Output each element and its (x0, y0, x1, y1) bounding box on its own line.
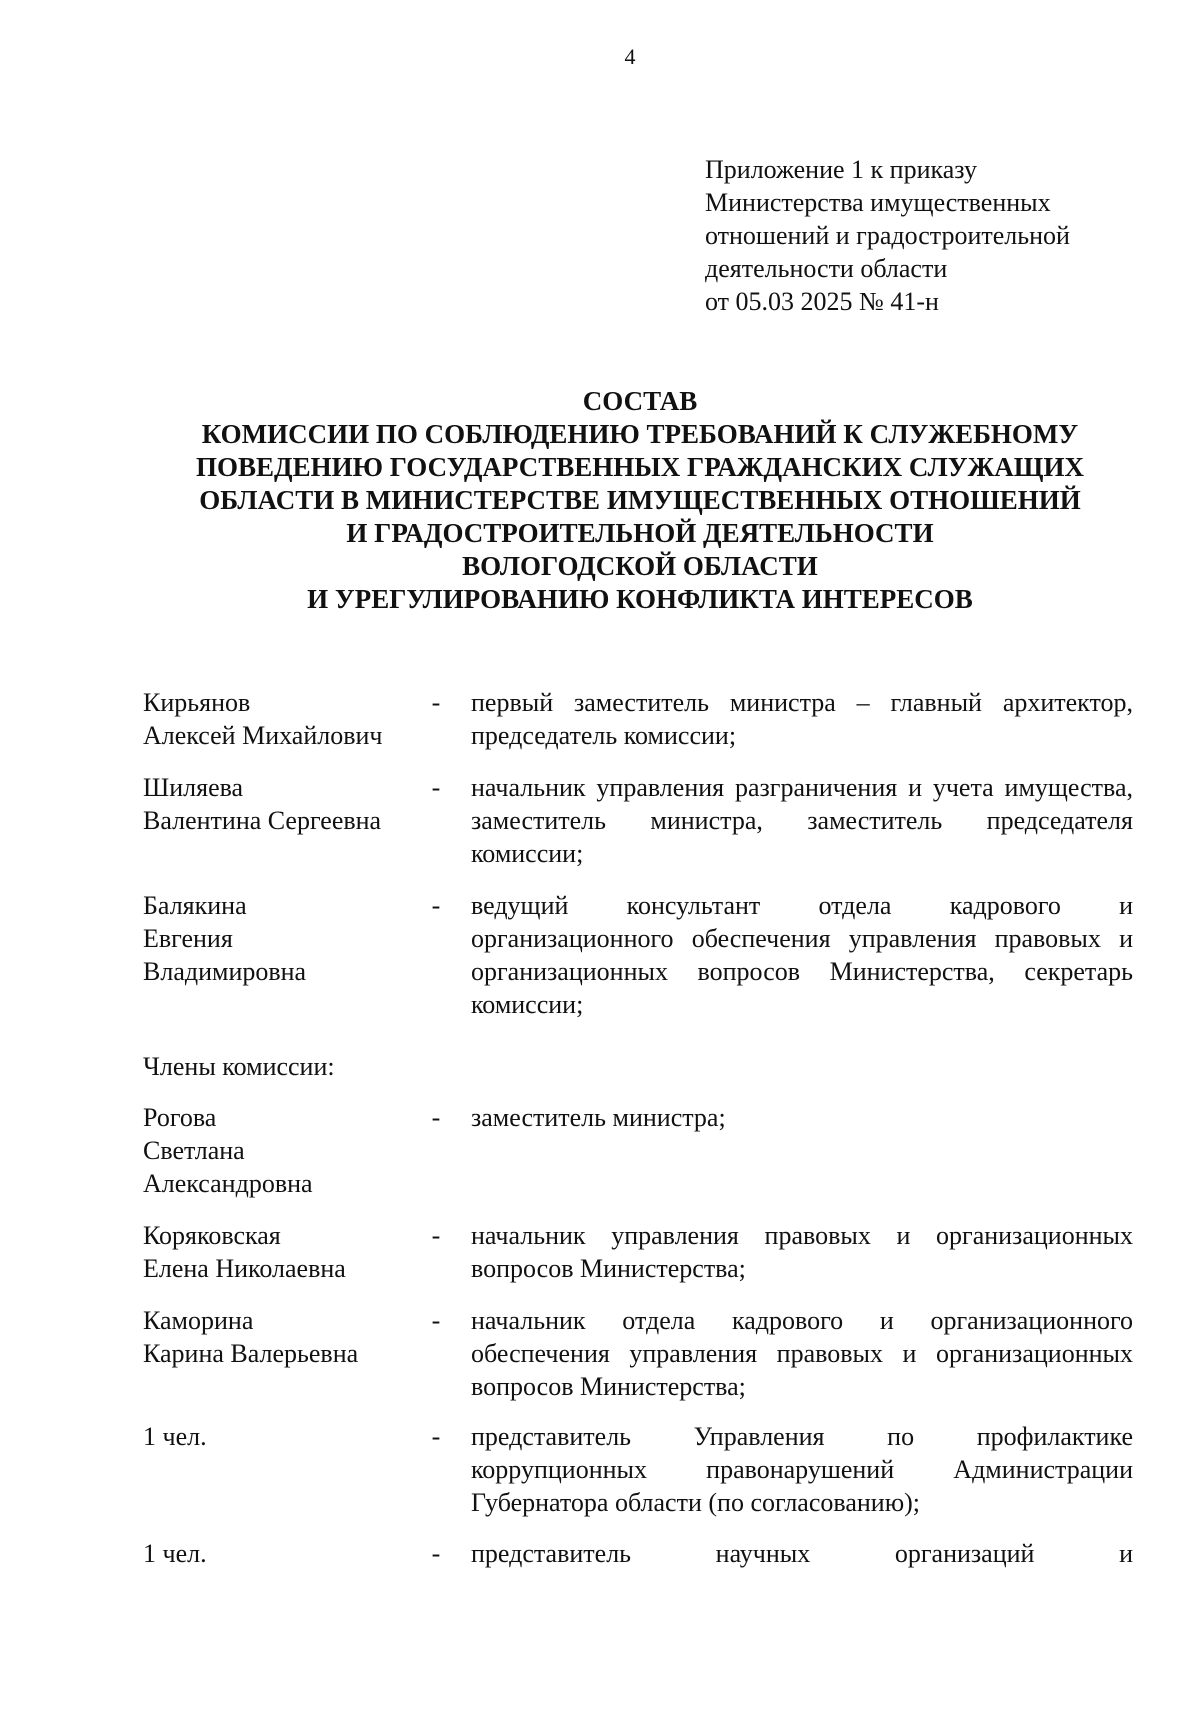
dash-separator: - (431, 773, 441, 802)
name-line: Владимировна (143, 957, 307, 986)
name-line: 1 чел. (143, 1422, 207, 1451)
name-line: Рогова (143, 1103, 217, 1132)
title-line: И ГРАДОСТРОИТЕЛЬНОЙ ДЕЯТЕЛЬНОСТИ (346, 518, 934, 548)
appendix-line: Министерства имущественных (705, 188, 1051, 217)
member-name (143, 1420, 423, 1453)
member-name (143, 686, 423, 752)
name-line: Балякина (143, 891, 247, 920)
dash-separator: - (431, 688, 441, 717)
member-name (143, 1101, 423, 1200)
name-line: Кирьянов (143, 688, 251, 717)
title-line: ПОВЕДЕНИЮ ГОСУДАРСТВЕННЫХ ГРАЖДАНСКИХ СЛУЖАЩИХ (196, 452, 1084, 482)
member-role: начальник отдела кадрового и организационного обеспечения управления правовых и организационных вопросов Министерства; (471, 1306, 1133, 1401)
member-name (143, 889, 423, 988)
member-role: начальник управления правовых и организационных вопросов Министерства; (471, 1221, 1133, 1283)
name-line: Елена Николаевна (143, 1254, 346, 1283)
member-name (143, 1537, 423, 1570)
dash-separator: - (431, 1422, 441, 1451)
dash-separator: - (431, 1103, 441, 1132)
name-line: Евгения (143, 924, 233, 953)
title-line: И УРЕГУЛИРОВАНИЮ КОНФЛИКТА ИНТЕРЕСОВ (307, 584, 973, 614)
name-line: 1 чел. (143, 1539, 207, 1568)
name-line: Валентина Сергеевна (143, 806, 382, 835)
name-line: Карина Валерьевна (143, 1339, 359, 1368)
member-role: заместитель министра; (471, 1103, 726, 1132)
member-name (143, 1219, 423, 1285)
members-label: Члены комиссии: (143, 1052, 335, 1081)
appendix-line: от 05.03 2025 № 41-н (705, 287, 939, 316)
dash-separator: - (431, 891, 441, 920)
title-line: ВОЛОГОДСКОЙ ОБЛАСТИ (462, 551, 818, 581)
document-title (80, 385, 1200, 616)
member-name (143, 771, 423, 837)
member-role: представитель Управления по профилактике коррупционных правонарушений Администрации Губернатора области (по согласованию); (471, 1422, 1133, 1517)
name-line: Александровна (143, 1169, 313, 1198)
member-role: начальник управления разграничения и учета имущества, заместитель министра, заместитель председателя комиссии; (471, 773, 1133, 868)
dash-separator: - (431, 1539, 441, 1568)
name-line: Алексей Михайлович (143, 721, 383, 750)
title-line: КОМИССИИ ПО СОБЛЮДЕНИЮ ТРЕБОВАНИЙ К СЛУЖЕБНОМУ (201, 419, 1079, 449)
appendix-header (705, 153, 1070, 318)
appendix-line: отношений и градостроительной (705, 221, 1070, 250)
name-line: Коряковская (143, 1221, 281, 1250)
appendix-line: Приложение 1 к приказу (705, 155, 978, 184)
name-line: Светлана (143, 1136, 245, 1165)
dash-separator: - (431, 1306, 441, 1335)
member-role: представитель научных организаций и (471, 1539, 1133, 1568)
page-number: 4 (624, 44, 636, 69)
member-role: первый заместитель министра – главный архитектор, председатель комиссии; (471, 688, 1133, 750)
dash-separator: - (431, 1221, 441, 1250)
name-line: Шиляева (143, 773, 244, 802)
name-line: Каморина (143, 1306, 254, 1335)
title-line: СОСТАВ (582, 386, 698, 416)
member-role: ведущий консультант отдела кадрового и организационного обеспечения управления правовых и организационных вопросов Министерства, секретарь комиссии; (471, 891, 1133, 1019)
appendix-line: деятельности области (705, 254, 948, 283)
title-line: ОБЛАСТИ В МИНИСТЕРСТВЕ ИМУЩЕСТВЕННЫХ ОТНОШЕНИЙ (199, 485, 1081, 515)
member-name (143, 1304, 423, 1370)
